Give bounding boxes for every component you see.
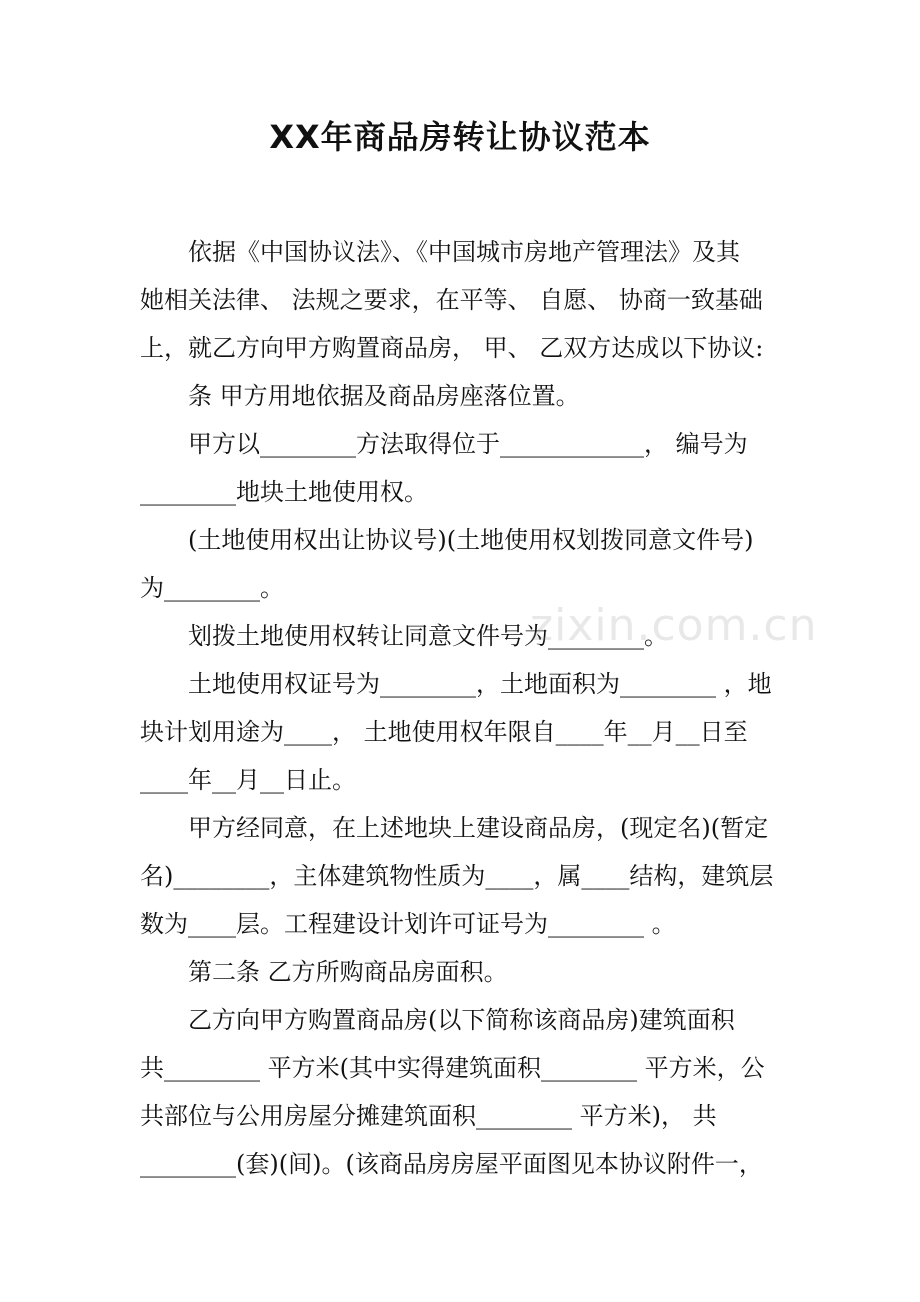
document-title: XX年商品房转让协议范本 <box>269 118 651 156</box>
text-line: 甲方经同意，在上述地块上建设商品房，(现定名)(暂定 <box>188 814 769 842</box>
text-line: 共________ 平方米(其中实得建筑面积________ 平方米，公 <box>140 1054 765 1082</box>
text-line: 划拨土地使用权转让同意文件号为________。 <box>188 622 668 650</box>
text-line: ________(套)(间)。(该商品房房屋平面图见本协议附件一， <box>140 1150 763 1178</box>
text-line: 共部位与公用房屋分摊建筑面积________ 平方米)， 共 <box>140 1102 717 1130</box>
text-line: 为________。 <box>140 574 284 602</box>
text-line: (土地使用权出让协议号)(土地使用权划拨同意文件号) <box>188 526 754 554</box>
paragraph-construction <box>140 804 785 948</box>
paragraph-land <box>140 420 785 516</box>
text-line: 块计划用途为____， 土地使用权年限自____年__月__日至 <box>140 718 748 746</box>
paragraph-basis <box>140 228 785 372</box>
paragraph-area <box>140 996 785 1188</box>
paragraph-land-certificate <box>140 660 785 804</box>
text-line: 条 甲方用地依据及商品房座落位置。 <box>188 382 580 410</box>
text-line: 上，就乙方向甲方购置商品房， 甲、 乙双方达成以下协议: <box>140 334 764 362</box>
text-line: ________地块土地使用权。 <box>140 478 428 506</box>
text-line: 乙方向甲方购置商品房(以下简称该商品房)建筑面积 <box>188 1006 735 1034</box>
text-line: 数为____层。工程建设计划许可证号为________ 。 <box>140 910 676 938</box>
paragraph-transfer-approval <box>140 612 785 660</box>
text-line: 她相关法律、 法规之要求，在平等、 自愿、 协商一致基础 <box>140 286 763 314</box>
text-line: ____年__月__日止。 <box>140 766 356 794</box>
text-line: 土地使用权证号为________，土地面积为________ ，地 <box>188 670 772 698</box>
document-body <box>140 228 818 1188</box>
clause-heading <box>140 948 785 996</box>
text-line: 依据《中国协议法》、《中国城市房地产管理法》及其 <box>188 238 740 266</box>
clause-heading <box>140 372 785 420</box>
watermark: zixin.com.cn <box>530 600 818 651</box>
paragraph-contract-no <box>140 516 785 612</box>
text-line: 甲方以________方法取得位于____________， 编号为 <box>188 430 748 458</box>
text-line: 第二条 乙方所购商品房面积。 <box>188 958 508 986</box>
text-line: 名)________，主体建筑物性质为____，属____结构，建筑层 <box>140 862 774 890</box>
